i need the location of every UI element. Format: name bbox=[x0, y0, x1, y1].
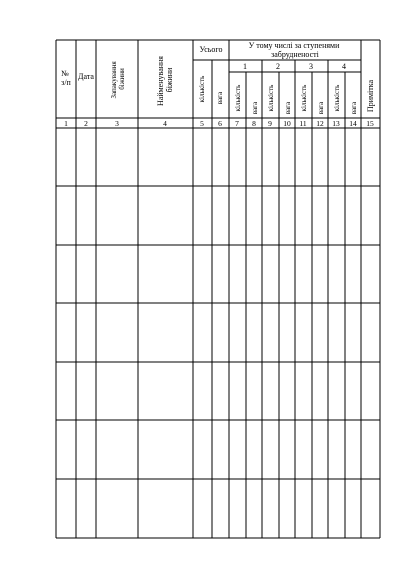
header-g1-weight: вага bbox=[251, 101, 259, 115]
col-num-11: 11 bbox=[299, 119, 307, 128]
header-date: Дата bbox=[78, 72, 94, 81]
header-name: Найменування біжини bbox=[156, 56, 174, 106]
header-g4-weight: вага bbox=[350, 101, 358, 115]
col-num-12: 12 bbox=[316, 119, 324, 128]
col-num-14: 14 bbox=[349, 119, 357, 128]
header-g2-qty: кількість bbox=[267, 84, 275, 112]
col-num-9: 9 bbox=[268, 119, 272, 128]
header-grade-group: У тому числі за ступенями забрудненості bbox=[248, 41, 340, 59]
col-num-10: 10 bbox=[283, 119, 291, 128]
table-grid bbox=[56, 40, 380, 538]
col-num-4: 4 bbox=[163, 119, 167, 128]
column-number-row bbox=[64, 119, 374, 128]
col-num-15: 15 bbox=[366, 119, 374, 128]
col-num-1: 1 bbox=[64, 119, 68, 128]
header-grade-2: 2 bbox=[276, 62, 280, 71]
header-total-weight: вага bbox=[216, 91, 224, 105]
header-grade-3: 3 bbox=[309, 62, 313, 71]
header-g2-weight: вага bbox=[284, 101, 292, 115]
col-num-7: 7 bbox=[235, 119, 239, 128]
header-total-qty: кількість bbox=[198, 75, 206, 103]
header-grade-4: 4 bbox=[342, 62, 346, 71]
header-g4-qty: кількість bbox=[333, 84, 341, 112]
col-num-8: 8 bbox=[252, 119, 256, 128]
col-num-13: 13 bbox=[332, 119, 340, 128]
header-g3-weight: вага bbox=[317, 101, 325, 115]
header-g1-qty: кількість bbox=[234, 84, 242, 112]
header-packaging: Запакування біжини bbox=[110, 61, 126, 99]
col-num-5: 5 bbox=[200, 119, 204, 128]
col-num-6: 6 bbox=[218, 119, 222, 128]
header-num: № з/п bbox=[61, 69, 71, 87]
col-num-2: 2 bbox=[84, 119, 88, 128]
header-g3-qty: кількість bbox=[300, 84, 308, 112]
header-total: Усього bbox=[199, 45, 223, 54]
header-note: Примітка bbox=[366, 79, 375, 113]
col-num-3: 3 bbox=[115, 119, 119, 128]
header-grade-1: 1 bbox=[243, 62, 247, 71]
